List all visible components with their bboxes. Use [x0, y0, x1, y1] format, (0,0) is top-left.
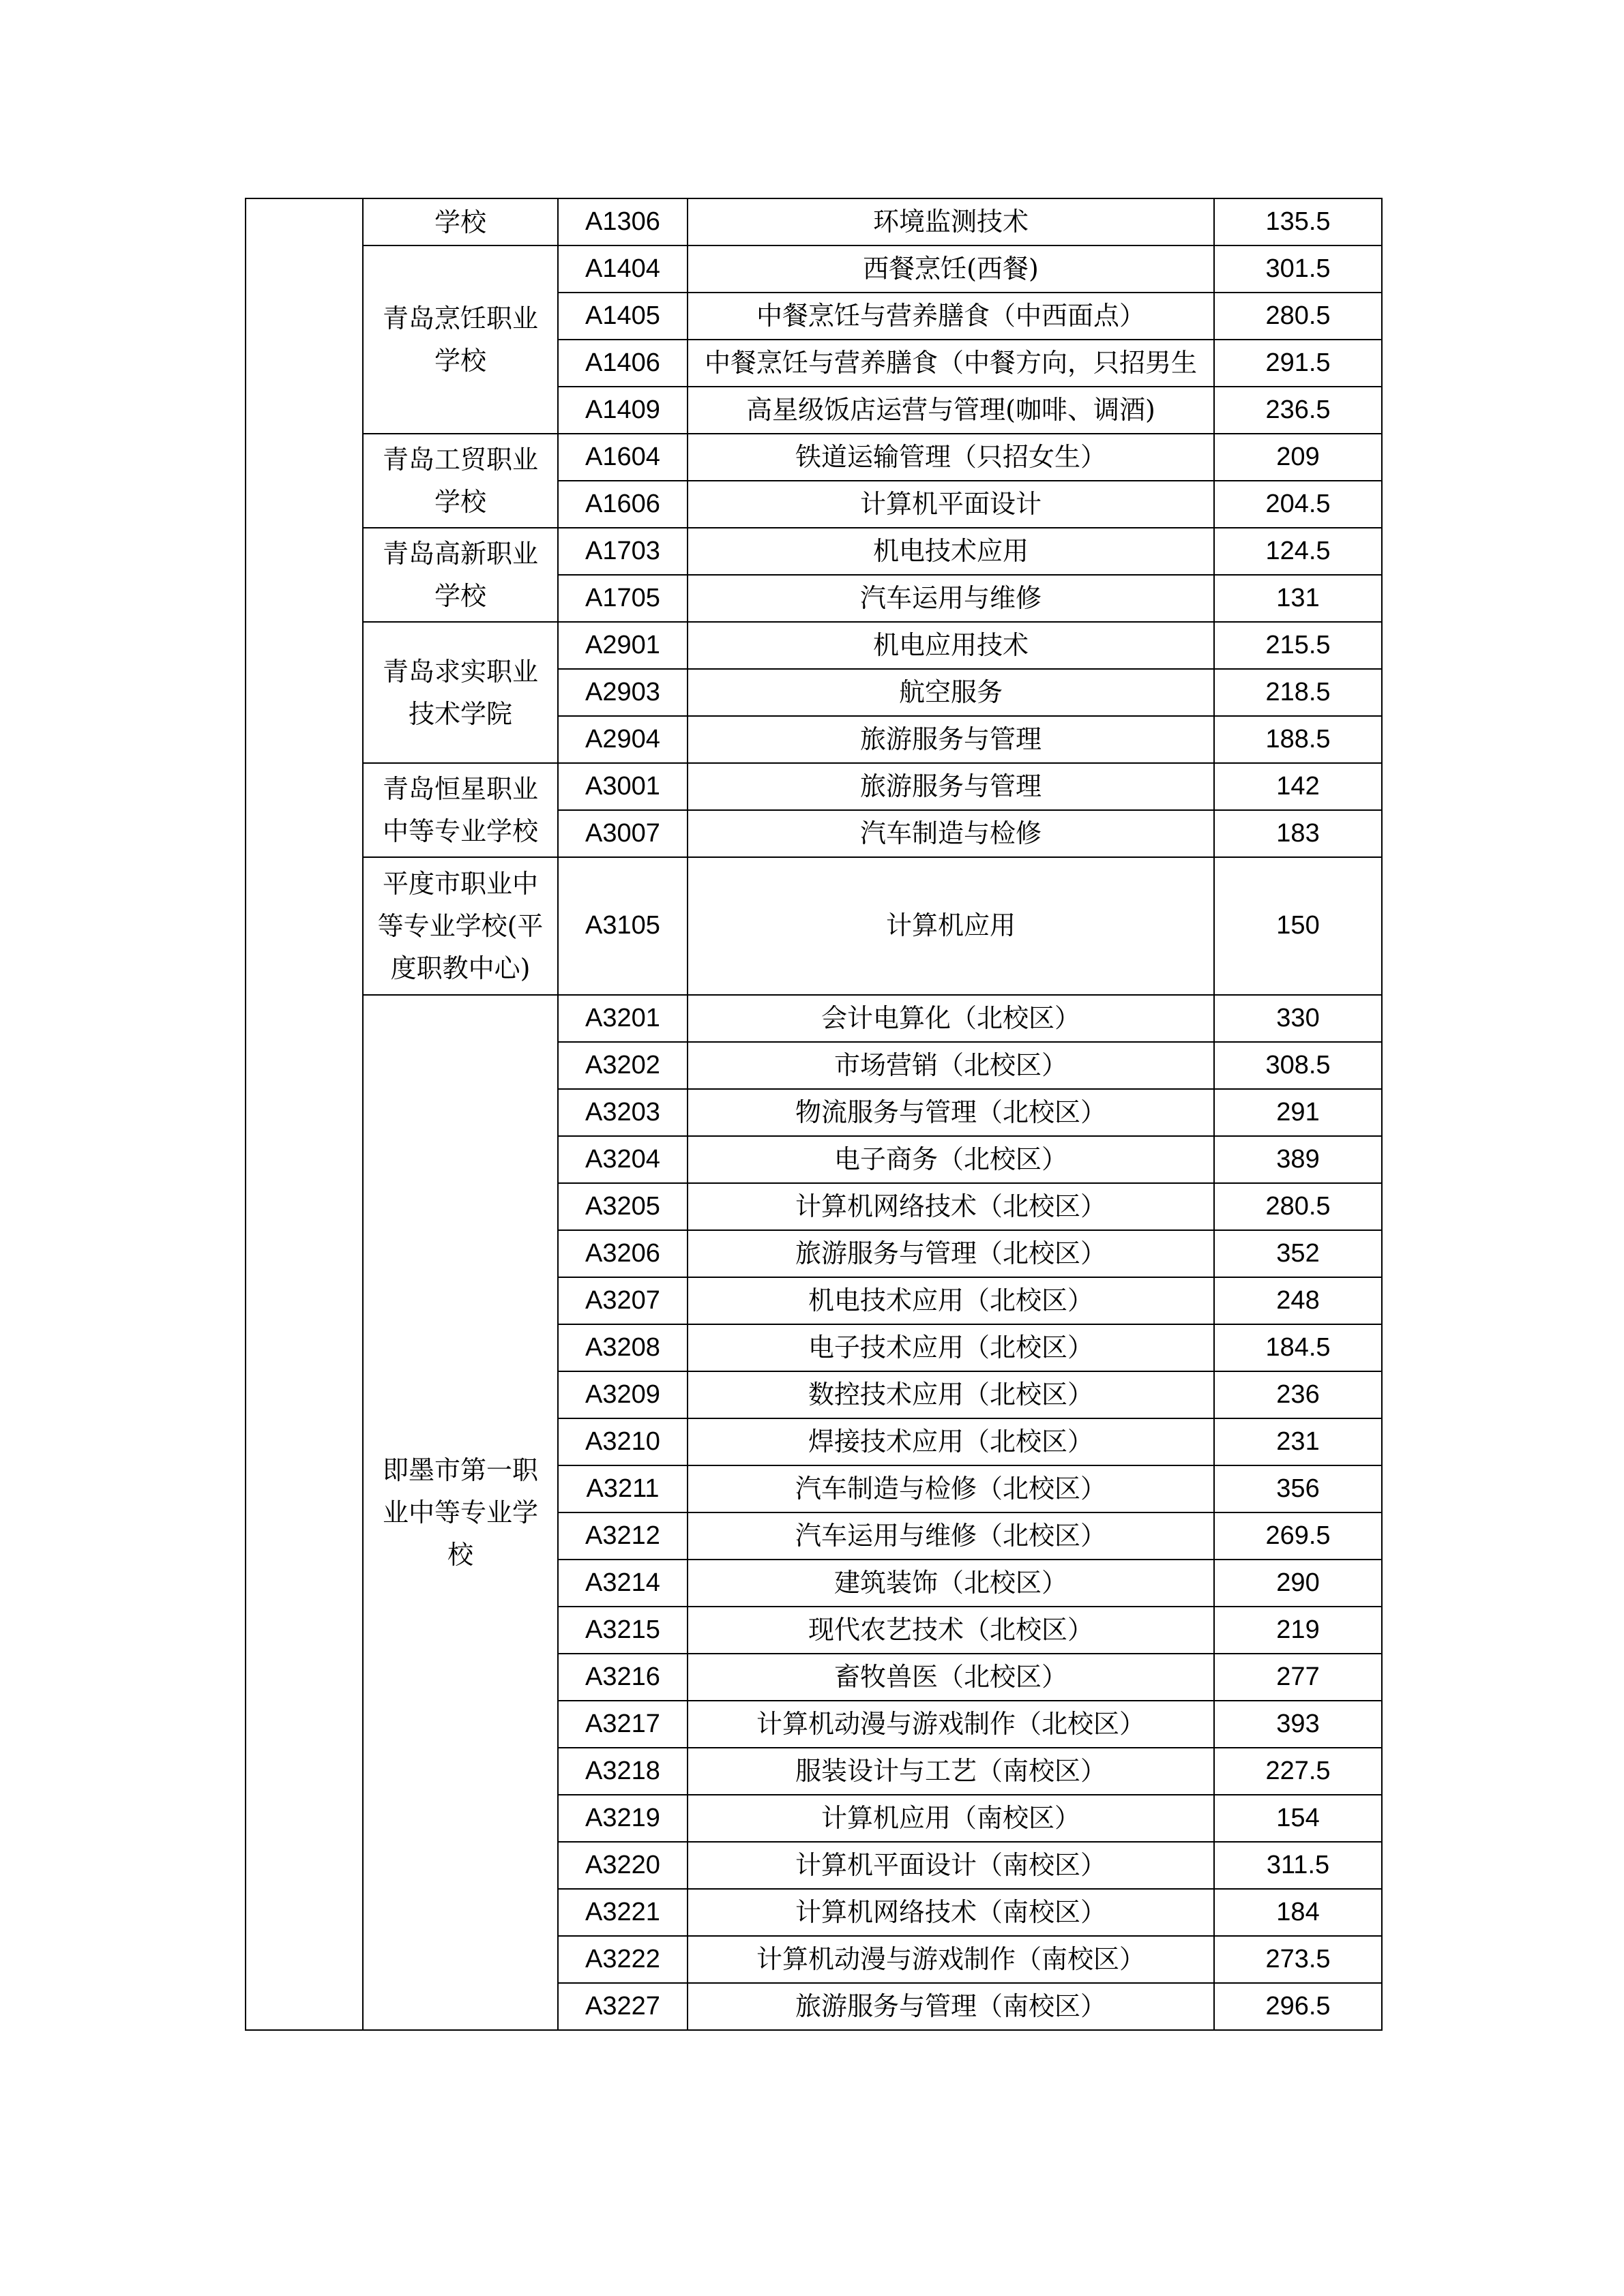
- major-name-cell: 计算机动漫与游戏制作（南校区）: [688, 1936, 1214, 1983]
- score-cell: 124.5: [1214, 528, 1382, 575]
- score-cell: 311.5: [1214, 1842, 1382, 1889]
- table-row: [246, 995, 1382, 1042]
- table-row: [246, 245, 1382, 293]
- major-code-cell: A3105: [558, 857, 688, 995]
- score-cell: 356: [1214, 1465, 1382, 1512]
- major-name-cell: 电子商务（北校区）: [688, 1136, 1214, 1183]
- major-name-cell: 服装设计与工艺（南校区）: [688, 1748, 1214, 1795]
- school-cell: 青岛工贸职业学校: [363, 434, 558, 528]
- major-name-cell: 中餐烹饪与营养膳食（中西面点）: [688, 293, 1214, 340]
- table-row: [246, 622, 1382, 669]
- school-cell: 学校: [363, 198, 558, 245]
- major-code-cell: A3220: [558, 1842, 688, 1889]
- score-cell: 296.5: [1214, 1983, 1382, 2030]
- table-row: [246, 857, 1382, 995]
- table-row: [246, 434, 1382, 481]
- major-code-cell: A3209: [558, 1371, 688, 1418]
- score-cell: 291: [1214, 1089, 1382, 1136]
- school-cell: 青岛烹饪职业学校: [363, 245, 558, 434]
- score-cell: 215.5: [1214, 622, 1382, 669]
- major-code-cell: A1306: [558, 198, 688, 245]
- school-cell: 青岛恒星职业中等专业学校: [363, 763, 558, 857]
- school-cell: 青岛求实职业技术学院: [363, 622, 558, 763]
- major-name-cell: 汽车制造与检修: [688, 810, 1214, 857]
- major-code-cell: A1604: [558, 434, 688, 481]
- major-name-cell: 高星级饭店运营与管理(咖啡、调酒): [688, 387, 1214, 434]
- major-name-cell: 西餐烹饪(西餐): [688, 245, 1214, 293]
- major-name-cell: 计算机网络技术（南校区）: [688, 1889, 1214, 1936]
- score-cell: 135.5: [1214, 198, 1382, 245]
- major-name-cell: 旅游服务与管理（北校区）: [688, 1230, 1214, 1277]
- major-name-cell: 物流服务与管理（北校区）: [688, 1089, 1214, 1136]
- major-code-cell: A1409: [558, 387, 688, 434]
- score-cell: 236: [1214, 1371, 1382, 1418]
- score-cell: 188.5: [1214, 716, 1382, 763]
- major-name-cell: 旅游服务与管理: [688, 716, 1214, 763]
- major-code-cell: A2904: [558, 716, 688, 763]
- major-code-cell: A3214: [558, 1560, 688, 1607]
- table-row: [246, 763, 1382, 810]
- score-cell: 290: [1214, 1560, 1382, 1607]
- major-code-cell: A3222: [558, 1936, 688, 1983]
- major-name-cell: 机电技术应用: [688, 528, 1214, 575]
- major-name-cell: 旅游服务与管理: [688, 763, 1214, 810]
- major-code-cell: A3227: [558, 1983, 688, 2030]
- major-code-cell: A3205: [558, 1183, 688, 1230]
- major-name-cell: 旅游服务与管理（南校区）: [688, 1983, 1214, 2030]
- major-code-cell: A3207: [558, 1277, 688, 1324]
- score-cell: 227.5: [1214, 1748, 1382, 1795]
- major-name-cell: 计算机应用: [688, 857, 1214, 995]
- score-cell: 291.5: [1214, 340, 1382, 387]
- score-cell: 301.5: [1214, 245, 1382, 293]
- major-code-cell: A2901: [558, 622, 688, 669]
- major-code-cell: A3219: [558, 1795, 688, 1842]
- major-code-cell: A3211: [558, 1465, 688, 1512]
- school-cell: 即墨市第一职业中等专业学校: [363, 995, 558, 2030]
- score-cell: 184.5: [1214, 1324, 1382, 1371]
- major-code-cell: A3216: [558, 1654, 688, 1701]
- major-code-cell: A3221: [558, 1889, 688, 1936]
- major-name-cell: 计算机平面设计（南校区）: [688, 1842, 1214, 1889]
- score-cell: 352: [1214, 1230, 1382, 1277]
- major-name-cell: 现代农艺技术（北校区）: [688, 1607, 1214, 1654]
- major-name-cell: 汽车制造与检修（北校区）: [688, 1465, 1214, 1512]
- score-cell: 236.5: [1214, 387, 1382, 434]
- score-cell: 389: [1214, 1136, 1382, 1183]
- score-cell: 393: [1214, 1701, 1382, 1748]
- major-code-cell: A1404: [558, 245, 688, 293]
- score-cell: 280.5: [1214, 293, 1382, 340]
- major-name-cell: 计算机应用（南校区）: [688, 1795, 1214, 1842]
- major-name-cell: 电子技术应用（北校区）: [688, 1324, 1214, 1371]
- school-cell: 青岛高新职业学校: [363, 528, 558, 622]
- major-code-cell: A3212: [558, 1512, 688, 1560]
- major-code-cell: A3208: [558, 1324, 688, 1371]
- major-code-cell: A3215: [558, 1607, 688, 1654]
- score-cell: 277: [1214, 1654, 1382, 1701]
- major-name-cell: 铁道运输管理（只招女生）: [688, 434, 1214, 481]
- score-cell: 142: [1214, 763, 1382, 810]
- score-cell: 308.5: [1214, 1042, 1382, 1089]
- major-name-cell: 会计电算化（北校区）: [688, 995, 1214, 1042]
- major-name-cell: 汽车运用与维修（北校区）: [688, 1512, 1214, 1560]
- score-cell: 218.5: [1214, 669, 1382, 716]
- score-cell: 183: [1214, 810, 1382, 857]
- major-code-cell: A1405: [558, 293, 688, 340]
- major-code-cell: A3007: [558, 810, 688, 857]
- major-name-cell: 建筑装饰（北校区）: [688, 1560, 1214, 1607]
- score-cell: 280.5: [1214, 1183, 1382, 1230]
- score-cell: 248: [1214, 1277, 1382, 1324]
- score-cell: 219: [1214, 1607, 1382, 1654]
- major-code-cell: A3210: [558, 1418, 688, 1465]
- score-cell: 150: [1214, 857, 1382, 995]
- major-name-cell: 畜牧兽医（北校区）: [688, 1654, 1214, 1701]
- admission-score-table: [245, 198, 1383, 2031]
- major-name-cell: 焊接技术应用（北校区）: [688, 1418, 1214, 1465]
- major-name-cell: 计算机网络技术（北校区）: [688, 1183, 1214, 1230]
- score-cell: 204.5: [1214, 481, 1382, 528]
- major-name-cell: 环境监测技术: [688, 198, 1214, 245]
- score-cell: 184: [1214, 1889, 1382, 1936]
- major-code-cell: A2903: [558, 669, 688, 716]
- region-cell: [246, 198, 363, 2030]
- major-code-cell: A3218: [558, 1748, 688, 1795]
- score-cell: 330: [1214, 995, 1382, 1042]
- major-name-cell: 机电技术应用（北校区）: [688, 1277, 1214, 1324]
- score-cell: 231: [1214, 1418, 1382, 1465]
- major-code-cell: A3001: [558, 763, 688, 810]
- major-code-cell: A3204: [558, 1136, 688, 1183]
- major-code-cell: A3201: [558, 995, 688, 1042]
- major-code-cell: A3202: [558, 1042, 688, 1089]
- major-code-cell: A3203: [558, 1089, 688, 1136]
- major-name-cell: 市场营销（北校区）: [688, 1042, 1214, 1089]
- major-name-cell: 航空服务: [688, 669, 1214, 716]
- major-name-cell: 中餐烹饪与营养膳食（中餐方向，只招男生: [688, 340, 1214, 387]
- table-row: [246, 198, 1382, 245]
- score-cell: 273.5: [1214, 1936, 1382, 1983]
- major-name-cell: 机电应用技术: [688, 622, 1214, 669]
- major-code-cell: A1606: [558, 481, 688, 528]
- score-cell: 154: [1214, 1795, 1382, 1842]
- major-code-cell: A3206: [558, 1230, 688, 1277]
- table-row: [246, 528, 1382, 575]
- major-code-cell: A1703: [558, 528, 688, 575]
- major-name-cell: 数控技术应用（北校区）: [688, 1371, 1214, 1418]
- score-cell: 269.5: [1214, 1512, 1382, 1560]
- major-name-cell: 计算机平面设计: [688, 481, 1214, 528]
- score-cell: 131: [1214, 575, 1382, 622]
- major-code-cell: A3217: [558, 1701, 688, 1748]
- score-cell: 209: [1214, 434, 1382, 481]
- major-name-cell: 计算机动漫与游戏制作（北校区）: [688, 1701, 1214, 1748]
- major-code-cell: A1705: [558, 575, 688, 622]
- school-cell: 平度市职业中等专业学校(平度职教中心): [363, 857, 558, 995]
- major-name-cell: 汽车运用与维修: [688, 575, 1214, 622]
- major-code-cell: A1406: [558, 340, 688, 387]
